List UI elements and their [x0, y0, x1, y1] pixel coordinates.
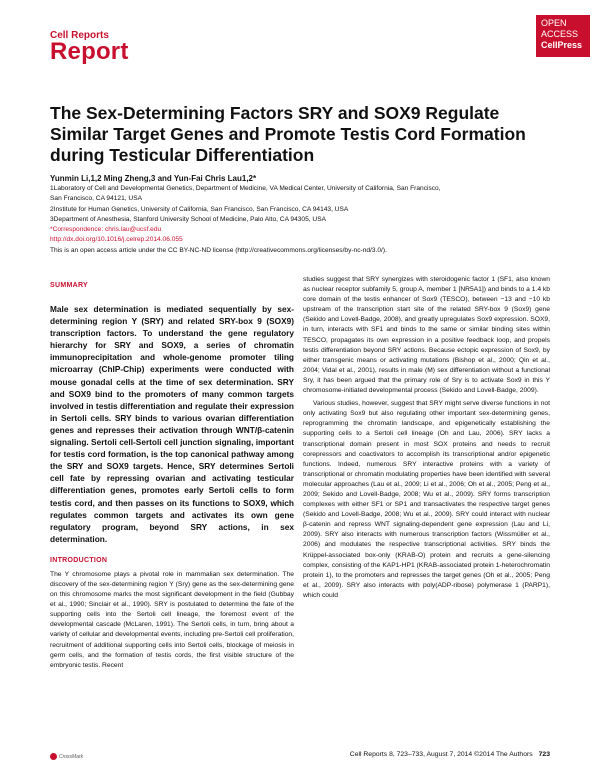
crossmark-icon: [50, 753, 57, 760]
affiliations: [50, 184, 550, 256]
introduction-text: [50, 570, 294, 671]
journal-name: Cell Reports: [50, 30, 109, 41]
open-access-badge: [536, 15, 590, 57]
open-access-label-2: ACCESS: [541, 29, 579, 39]
article-title: The Sex-Determining Factors SRY and SOX9 Regulate Similar Target Genes and Promote Testis Cord Formation during Testicular Differentiation: [50, 103, 526, 165]
summary-text: Male sex determination is mediated sequentially by sex-determining region Y (SRY) and related SRY-box 9 (SOX9) transcription factors. To understand the gene regulatory hierarchy for SRY and SOX9, a series of chromatin immunoprecipitation and whole-genome promoter tiling microarray (ChIP-Chip) experiments were conducted with mouse gonadal cells at the time of sex determination. SRY and SOX9 bind to the promoters of many common targets involved in testis differentiation and regulate their expression in Sertoli cells. SRY binds to various ovarian differentiation genes and represses their activation through WNT/β-catenin signaling. Sertoli cell-Sertoli cell junction signaling, important for testis cord formation, is the top canonical pathway among the SRY and SOX9 targets. Hence, SRY determines Sertoli cell fate by repressing ovarian and activating testicular differentiation genes, promotes early Sertoli cells to form testis cord, and then passes on its functions to SOX9, which regulates common targets and activates its own gene regulatory program, beyond SRY actions, in sex determination.: [50, 304, 294, 544]
crossmark-label: CrossMark: [59, 753, 84, 760]
affiliation-3: 3Department of Anesthesia, Stanford University School of Medicine, Palo Alto, CA 94305, USA: [50, 215, 326, 223]
introduction-heading: INTRODUCTION: [50, 556, 108, 564]
cellpress-logo: CellPress: [541, 40, 583, 50]
introduction-paragraph: The Y chromosome plays a pivotal role in mammalian sex determination. The discovery of the sex-determining region Y (Sry) gene as the sex-determining gene on this chromosome marks the most significant development in the field (Gubbay et al., 1990; Sinclair et al., 1990). SRY is postulated to determine the fate of the supporting cells into the Sertoli cell lineage, the foremost event of the developmental cascade (McLaren, 1991). The Sertoli cells, in turn, bring about a variety of cellular and developmental events, including pre-Sertoli cell proliferation, recruitment of additional supporting cells into Sertoli cells, blockage of meiosis in germ cells, and the formation of testis cords, the first visible structure of the embryonic testis. Recent: [50, 570, 294, 669]
affiliation-1-cont: San Francisco, CA 94121, USA: [50, 195, 142, 203]
body-paragraph-1: studies suggest that SRY synergizes with steroidogenic factor 1 (SF1, also known as nuclear receptor subfamily 5, group A, member 1 [NR5A1]) and binds to a 1.4 kb core domain of the testis enhancer of Sox9 (TESCO), between −13 and −10 kb upstream of the transcription start site of the related SRY-box 9 (Sox9) gene (Sekido and Lovell-Badge, 2008), and greatly upregulates Sox9 expression. SOX9, in turn, interacts with SF1 and binds to the same or similar binding sites within TESCO, propagates its own expression in a positive feedback loop, and propels testis differentiation beyond SRY actions. Because ectopic expression of Sox9, by either transgenic means or activating mutations (Bishop et al., 2000; Qin et al., 2004; Vidal et al., 2001), results in male (M) sex differentiation without a functional Sry, it has been argued that the primary role of Sry is to activate Sox9 in this Y chromosome-initiated developmental process (Sekido and Lovell-Badge, 2009).: [303, 276, 550, 395]
page-footer: [340, 751, 550, 758]
citation: Cell Reports 8, 723–733, August 7, 2014 ©2014 The Authors: [349, 751, 533, 758]
correspondence[interactable]: *Correspondence: chris.lau@ucsf.edu: [50, 226, 162, 234]
author-list: Yunmin Li,1,2 Ming Zheng,3 and Yun-Fai Chris Lau1,2*: [50, 174, 257, 183]
open-access-label-1: OPEN: [541, 18, 567, 28]
right-column: [303, 275, 550, 601]
article-type: Report: [50, 38, 129, 65]
left-column: [50, 282, 294, 671]
doi-link[interactable]: http://dx.doi.org/10.1016/j.celrep.2014.06.055: [50, 236, 183, 244]
affiliation-1: 1Laboratory of Cell and Developmental Genetics, Department of Medicine, VA Medical Center, University of California, San Francisco,: [50, 185, 441, 192]
crossmark-logo[interactable]: [50, 753, 83, 760]
page-number: 723: [538, 751, 550, 758]
summary-heading: SUMMARY: [50, 282, 89, 289]
body-paragraph-2: Various studies, however, suggest that SRY might serve diverse functions in not only activating Sox9 but also regulating other important sex-determining genes, reprogramming the chromatin landscape, and epigenetically establishing the supporting cells to a Sertoli cell lineage (Oh and Lau, 2006). SRY lacks a transcriptional domain present in most SOX proteins and needs to recruit corepressors and coactivators to accomplish its transcriptional and/or epigenetic functions. Indeed, numerous SRY interactive proteins with a variety of transcriptional or chromatin modulating properties have been identified with several molecular approaches (Lau et al., 2009; Li et al., 2006; Oh et al., 2005; Peng et al., 2009; Sekido and Lovell-Badge, 2008; Wu et al., 2009). SRY forms transcription complexes with either SF1 or SP1 and transactivates the respective target genes (Sekido and Lovell-Badge, 2008; Wu et al., 2009). SRY could interact with nuclear β-catenin and repress WNT signaling-dependent gene expression (Lau and Li, 2009). SRY also interacts with numerous transcription factors (Wissmüller et al., 2006) and modulates the respective transcriptional activities. SRY binds the Krüppel-associated box-only (KRAB-O) protein and recruits a gene-silencing complex, consisting of the KAP1-HP1 (KRAB-associated protein 1-heterochromatin protein 1), to the promoters and represses the target genes (Oh et al., 2005; Peng et al., 2009). SRY also interacts with poly(ADP-ribose) polymerase 1 (PARP1), which could: [303, 400, 550, 599]
license-statement: This is an open access article under the CC BY-NC-ND license (http://creativecommons.org/licenses/by-nc-nd/3.0/).: [50, 246, 387, 254]
affiliation-2: 2Institute for Human Genetics, University of California, San Francisco, San Francisco, CA 94143, USA: [50, 205, 349, 213]
